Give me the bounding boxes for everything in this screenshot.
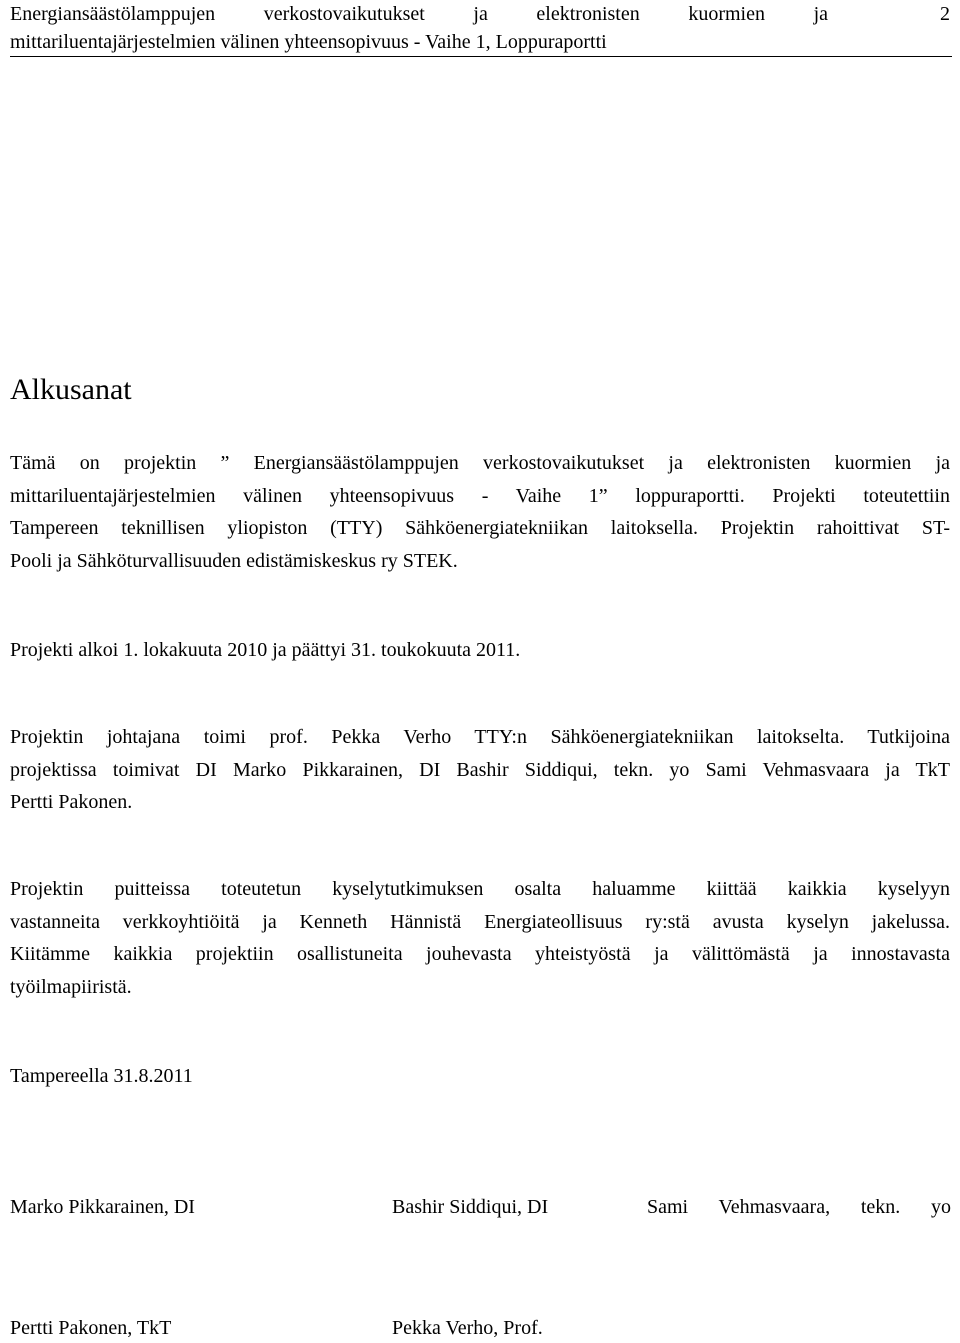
- place-and-date: [10, 1060, 950, 1093]
- paragraph-line: Pooli ja Sähköturvallisuuden edistämiskeskus ry STEK.: [10, 549, 458, 572]
- paragraph-dates: [10, 634, 950, 667]
- signature-pertti-pakonen: Pertti Pakonen, TkT: [10, 1317, 172, 1339]
- paragraph-line: työilmapiiristä.: [10, 975, 132, 998]
- paragraph-line: Kiitämme kaikkia projektiin osallistuneita jouhevasta yhteistyöstä ja välittömästä ja innostavasta: [10, 943, 950, 965]
- paragraph-line: Tampereen teknillisen yliopiston (TTY) Sähköenergiatekniikan laitoksella. Projektin rahoittivat ST-: [10, 517, 950, 539]
- paragraph-line: Tämä on projektin ” Energiansäästölamppujen verkostovaikutukset ja elektronisten kuormien ja: [10, 452, 950, 474]
- signature-bashir-siddiqui: Bashir Siddiqui, DI: [392, 1196, 549, 1218]
- header-title-line-1: Energiansäästölamppujen verkostovaikutukset ja elektronisten kuormien ja: [10, 3, 828, 25]
- section-heading: Alkusanat: [10, 373, 132, 406]
- page-number: 2: [940, 3, 950, 25]
- paragraph-line: projektissa toimivat DI Marko Pikkarainen, DI Bashir Siddiqui, tekn. yo Sami Vehmasvaara ja TkT: [10, 758, 950, 781]
- paragraph-thanks: [10, 873, 950, 1003]
- running-header: [10, 0, 952, 57]
- signature-marko-pikkarainen: Marko Pikkarainen, DI: [10, 1196, 195, 1218]
- paragraph-line: Projektin johtajana toimi prof. Pekka Verho TTY:n Sähköenergiatekniikan laitokselta. Tutkijoina: [10, 726, 950, 748]
- signature-sami-vehmasvaara: Sami Vehmasvaara, tekn. yo: [647, 1196, 951, 1218]
- paragraph-line: Projektin puitteissa toteutetun kyselytutkimuksen osalta haluamme kiittää kaikkia kyselyyn: [10, 878, 950, 900]
- place-date-line: Tampereella 31.8.2011: [10, 1065, 193, 1087]
- paragraph-line: vastanneita verkkoyhtiöitä ja Kenneth Hännistä Energiateollisuus ry:stä avusta kyselyn jakelussa.: [10, 910, 950, 933]
- paragraph-line: mittariluentajärjestelmien välinen yhteensopivuus - Vaihe 1” loppuraportti. Projekti toteutettiin: [10, 484, 950, 507]
- header-title-line-2: mittariluentajärjestelmien välinen yhteensopivuus - Vaihe 1, Loppuraportti: [10, 31, 607, 53]
- signature-pekka-verho: Pekka Verho, Prof.: [392, 1317, 543, 1339]
- paragraph-line: Pertti Pakonen.: [10, 791, 133, 813]
- paragraph-team: [10, 721, 950, 819]
- paragraph-line: Projekti alkoi 1. lokakuuta 2010 ja päättyi 31. toukokuuta 2011.: [10, 639, 521, 661]
- paragraph-intro: [10, 447, 950, 577]
